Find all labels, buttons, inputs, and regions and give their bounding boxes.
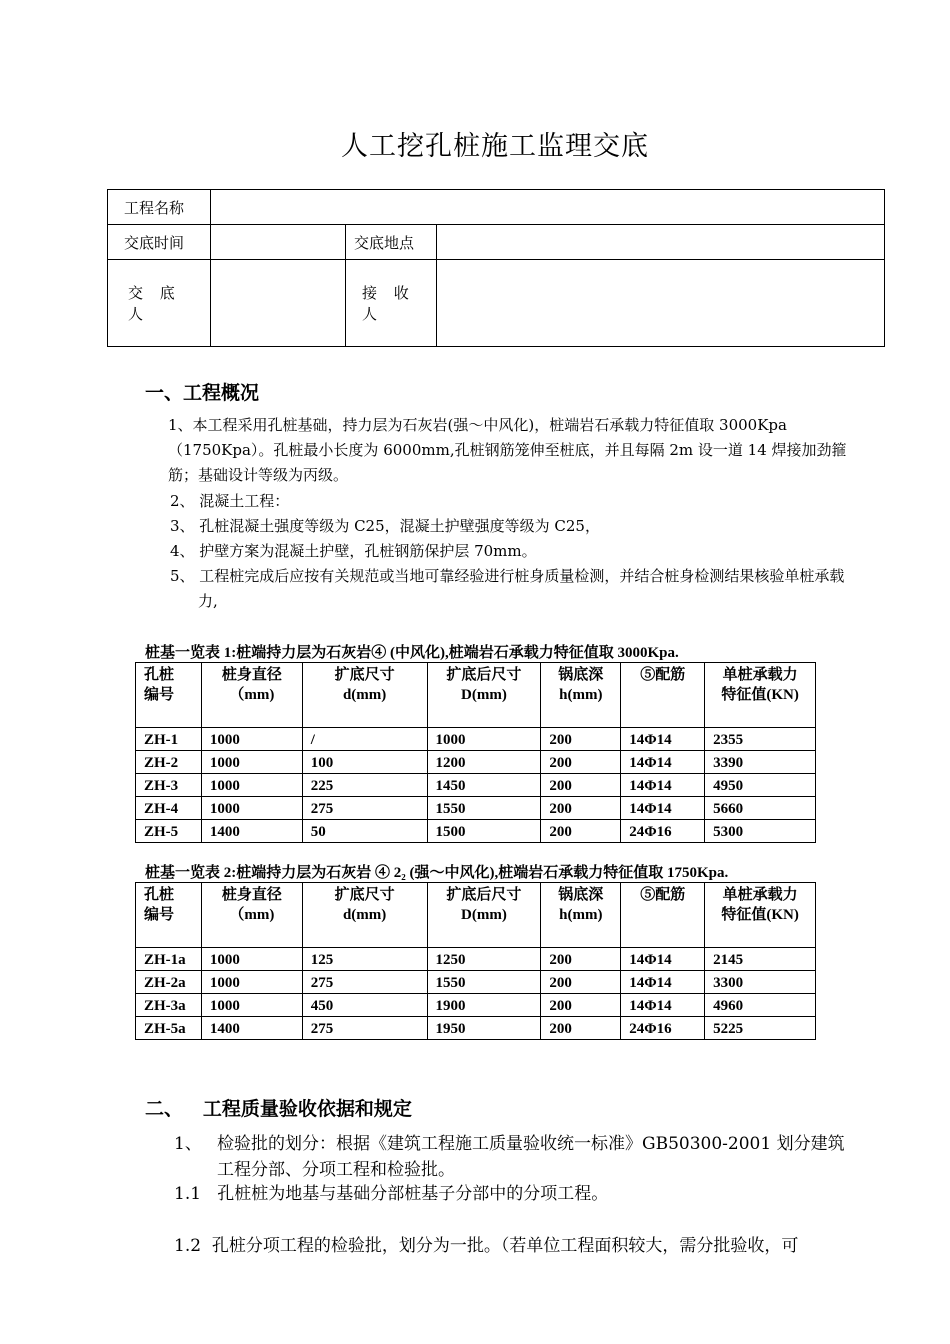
section2-paragraph-1: 检验批的划分：根据《建筑工程施工质量验收统一标准》GB50300-2001 划分建筑工程分部、分项工程和检验批。 [217,1134,845,1180]
table2-caption: 桩基一览表 2:桩端持力层为石灰岩 ④ 2₂ (强～中风化),桩端岩石承载力特征值取 1750Kpa. [145,865,729,881]
section2-paragraph-2: 1.1 孔桩桩为地基与基础分部桩基子分部中的分项工程。 [174,1184,609,1204]
table-cell: 1400 [201,1017,302,1040]
table-cell: 1250 [427,948,541,971]
table-cell: ZH-4 [136,797,202,820]
section2-item-1-number: 1、 [174,1134,202,1154]
section2-paragraph-3: 1.2 孔桩分项工程的检验批，划分为一批。（若单位工程面积较大，需分批验收，可 [174,1236,799,1256]
column-header: 扩底后尺寸 D(mm) [427,883,541,948]
table-cell: 1000 [201,728,302,751]
handover-info-table [107,189,885,347]
table-row [136,774,816,797]
table-cell: 5660 [705,797,816,820]
section1-paragraph-2: 2、 混凝土工程： [170,492,290,510]
column-header: 锅底深 h(mm) [541,663,621,728]
table-cell: 125 [302,948,427,971]
table-cell: ZH-5 [136,820,202,843]
table-row [136,797,816,820]
table-cell: 24Φ16 [621,820,705,843]
presenter-label: 交 底 人 [108,260,211,347]
table-cell: ZH-3a [136,994,202,1017]
section1-heading: 一、工程概况 [145,382,260,404]
table-cell: 5225 [705,1017,816,1040]
receiver-field[interactable] [437,260,885,347]
table-header-row [136,663,816,728]
section1-paragraph-5: 5、 工程桩完成后应按有关规范或当地可靠经验进行桩身质量检测，并结合桩身检测结果核验单桩承载力, [170,567,845,610]
table-cell: 14Φ14 [621,994,705,1017]
table-cell: 3300 [705,971,816,994]
page-title: 人工挖孔桩施工监理交底 [341,131,649,162]
table-cell: 5300 [705,820,816,843]
project-name-field[interactable] [211,190,885,225]
table-cell: 14Φ14 [621,751,705,774]
column-header: 扩底尺寸 d(mm) [302,663,427,728]
handover-place-field[interactable] [437,225,885,260]
table-cell: ZH-5a [136,1017,202,1040]
table-cell: 1500 [427,820,541,843]
table-cell: 200 [541,994,621,1017]
table-cell: 1000 [201,948,302,971]
table-cell: ZH-1 [136,728,202,751]
table-cell: 275 [302,797,427,820]
table-row [136,751,816,774]
project-name-label: 工程名称 [108,190,211,225]
table-cell: 100 [302,751,427,774]
table-cell: 1900 [427,994,541,1017]
table-cell: ZH-3 [136,774,202,797]
presenter-field[interactable] [211,260,346,347]
table-cell: ZH-2 [136,751,202,774]
table-cell: 200 [541,820,621,843]
table-cell: 1000 [201,971,302,994]
table-cell: 2355 [705,728,816,751]
table-cell: 24Φ16 [621,1017,705,1040]
table-cell: 200 [541,1017,621,1040]
table-cell: 275 [302,971,427,994]
column-header: 扩底后尺寸 D(mm) [427,663,541,728]
column-header: 孔桩 编号 [136,883,202,948]
column-header: 桩身直径 （mm) [201,663,302,728]
table-cell: 200 [541,797,621,820]
table-cell: 2145 [705,948,816,971]
handover-time-label: 交底时间 [108,225,211,260]
table-header-row [136,883,816,948]
table-cell: 1200 [427,751,541,774]
column-header: 单桩承载力 特征值(KN) [705,883,816,948]
column-header: 桩身直径 （mm) [201,883,302,948]
table-cell: 14Φ14 [621,774,705,797]
table-cell: / [302,728,427,751]
table-cell: 200 [541,751,621,774]
table-row [136,994,816,1017]
table-cell: ZH-1a [136,948,202,971]
table-cell: 1000 [201,994,302,1017]
section1-paragraph-1: 1、本工程采用孔桩基础，持力层为石灰岩(强～中风化)，桩端岩石承载力特征值取 3000Kpa（1750Kpa）。孔桩最小长度为 6000mm,孔桩钢筋笼伸至桩底，并且每隔 2m 设一道 14 焊接加劲箍筋；基础设计等级为丙级。 [168,416,847,484]
section1-paragraph-4: 4、 护壁方案为混凝土护壁，孔桩钢筋保护层 70mm。 [170,542,537,560]
table-cell: 50 [302,820,427,843]
column-header: 锅底深 h(mm) [541,883,621,948]
table-cell: 200 [541,948,621,971]
handover-place-label: 交底地点 [346,225,437,260]
table-cell: 1400 [201,820,302,843]
table-cell: 200 [541,774,621,797]
table-cell: 14Φ14 [621,797,705,820]
receiver-label: 接 收 人 [346,260,437,347]
column-header: ⑤配筋 [621,663,705,728]
table-cell: 14Φ14 [621,971,705,994]
table-row [136,728,816,751]
section1-paragraph-3: 3、 孔桩混凝土强度等级为 C25，混凝土护壁强度等级为 C25， [170,517,600,535]
table-cell: 14Φ14 [621,728,705,751]
table-row [136,1017,816,1040]
section2-heading: 二、 工程质量验收依据和规定 [145,1098,412,1120]
table-cell: 1000 [427,728,541,751]
table-cell: 450 [302,994,427,1017]
pile-table-2 [135,882,816,1040]
table-row [136,820,816,843]
table-cell: 1000 [201,797,302,820]
table-cell: 275 [302,1017,427,1040]
column-header: 单桩承载力 特征值(KN) [705,663,816,728]
table-cell: 1550 [427,971,541,994]
table-cell: ZH-2a [136,971,202,994]
table-row [136,971,816,994]
table-cell: 4960 [705,994,816,1017]
table1-caption: 桩基一览表 1:桩端持力层为石灰岩④ (中风化),桩端岩石承载力特征值取 3000Kpa. [145,645,679,661]
table-cell: 1000 [201,774,302,797]
handover-time-field[interactable] [211,225,346,260]
table-cell: 14Φ14 [621,948,705,971]
column-header: ⑤配筋 [621,883,705,948]
column-header: 孔桩 编号 [136,663,202,728]
table-cell: 1000 [201,751,302,774]
table-row [136,948,816,971]
table-cell: 225 [302,774,427,797]
table-cell: 200 [541,728,621,751]
table-cell: 3390 [705,751,816,774]
table-cell: 1550 [427,797,541,820]
table-cell: 1950 [427,1017,541,1040]
pile-table-1 [135,662,816,843]
column-header: 扩底尺寸 d(mm) [302,883,427,948]
table-cell: 1450 [427,774,541,797]
table-cell: 200 [541,971,621,994]
table-cell: 4950 [705,774,816,797]
